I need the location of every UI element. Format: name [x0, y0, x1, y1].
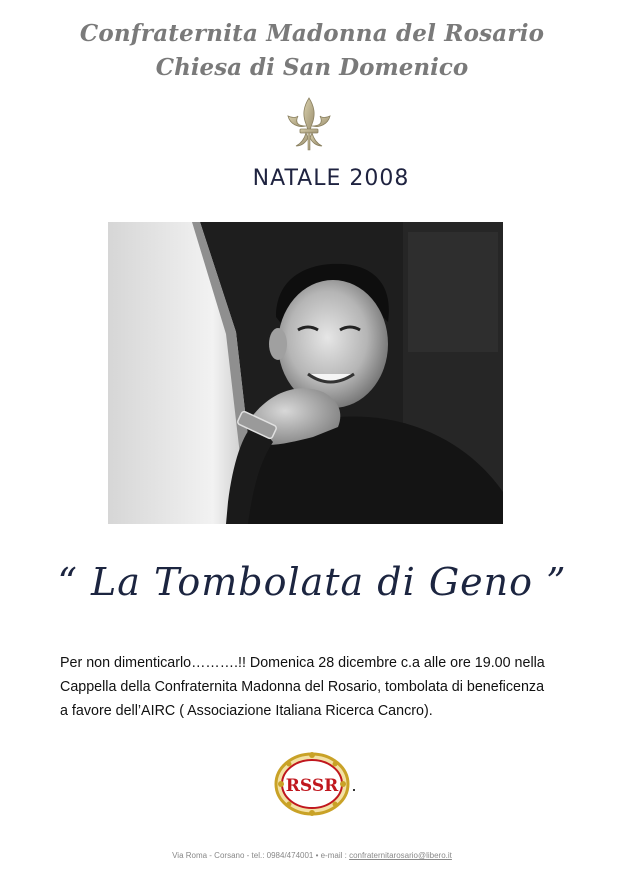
event-title: “ La Tombolata di Geno ” [57, 560, 567, 604]
footer-email-link[interactable]: confraternitarosario@libero.it [349, 851, 452, 860]
footer [0, 851, 624, 860]
seal-text: RSSR [285, 776, 339, 796]
event-description [60, 651, 580, 723]
description-line: Cappella della Confraternita Madonna del Rosario, tombolata di beneficenza [60, 679, 545, 695]
portrait-photo [108, 222, 503, 524]
description-line: Per non dimenticarlo……….!! Domenica 28 dicembre c.a alle ore 19.00 nella [60, 655, 545, 671]
fleur-de-lis-icon [284, 96, 334, 152]
description-line: a favore dell’AIRC ( Associazione Italiana Ricerca Cancro). [60, 703, 433, 719]
footer-address: Via Roma - Corsano - tel.: 0984/474001 • e-mail : [172, 851, 350, 860]
rssr-seal-icon [273, 752, 351, 816]
decorative-dot [353, 789, 355, 791]
event-occasion: NATALE 2008 [252, 166, 410, 191]
church-name: Chiesa di San Domenico [155, 54, 469, 81]
org-name: Confraternita Madonna del Rosario [79, 20, 545, 47]
